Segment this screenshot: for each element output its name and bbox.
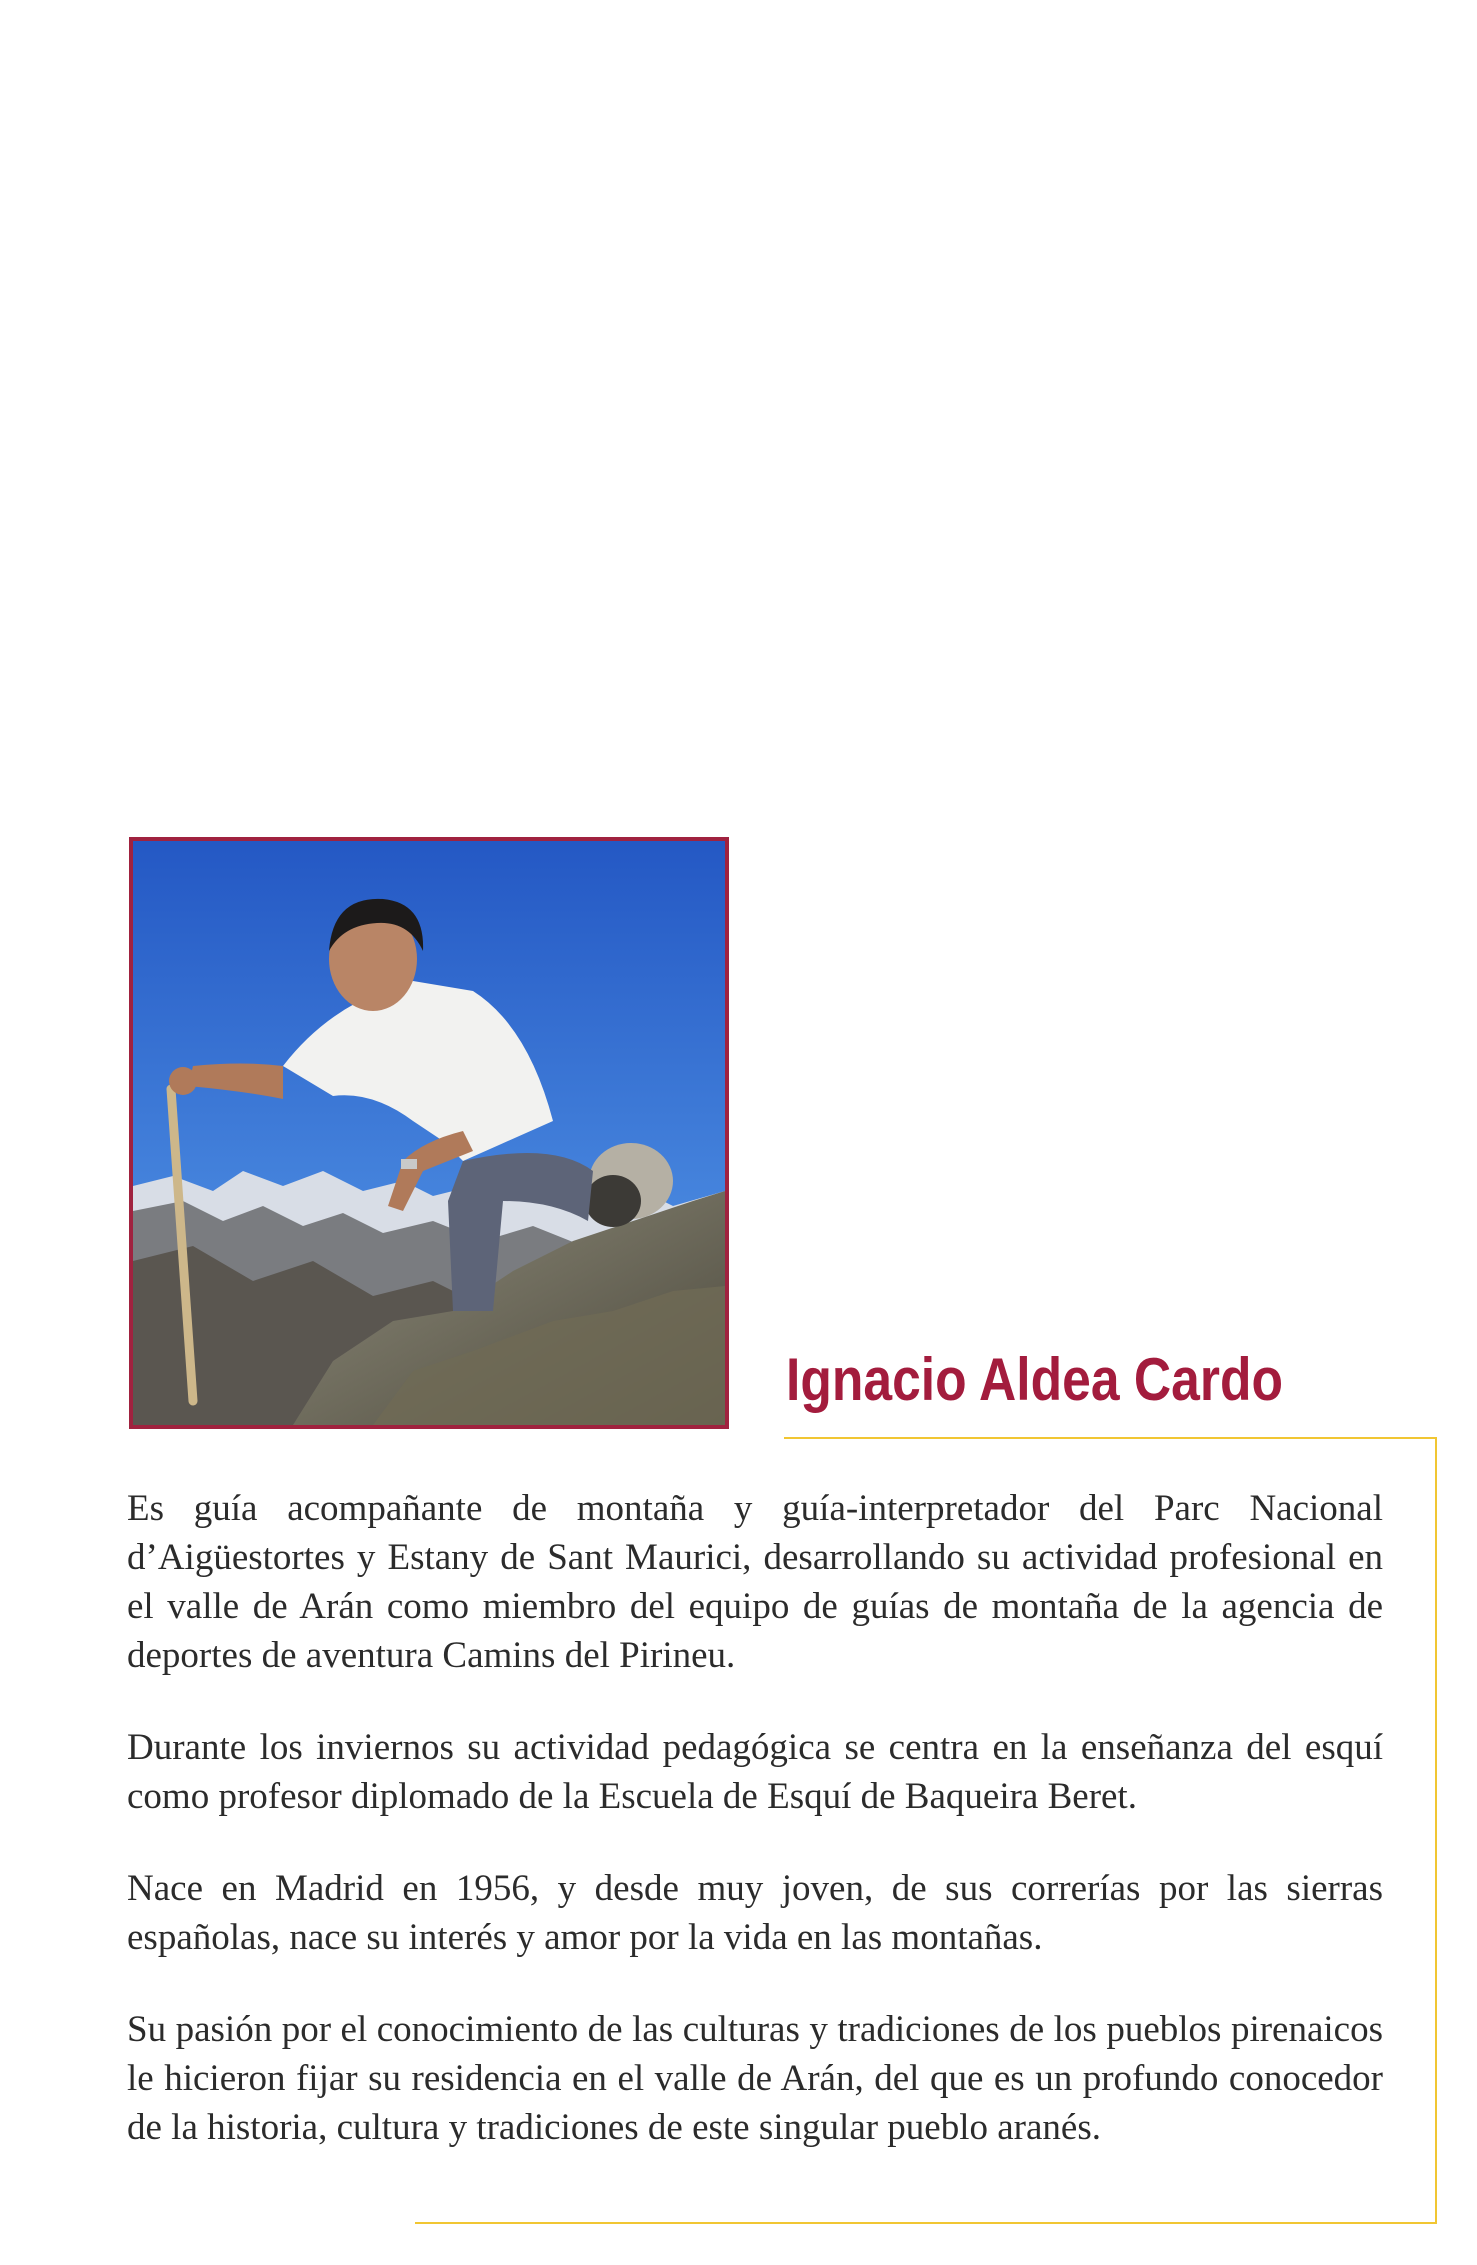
bio-paragraph-2: Durante los inviernos su actividad pedagógica se centra en la enseñanza del esquí como profesor diplomado de la Escuela de Esquí de Baqueira Beret. — [127, 1727, 1383, 1817]
author-photo — [129, 837, 729, 1429]
author-name: Ignacio Aldea Cardo — [786, 1346, 1283, 1413]
bio-text — [127, 1484, 1383, 2195]
bio-paragraph-1: Es guía acompañante de montaña y guía-interpretador del Parc Nacional d’Aigüestortes y Estany de Sant Maurici, desarrollando su actividad profesional en el valle de Arán como miembro del equipo de guías de montaña de la agencia de deportes de aventura Camins del Pirineu. — [127, 1488, 1383, 1676]
bio-paragraph-3: Nace en Madrid en 1956, y desde muy joven, de sus correrías por las sierras españolas, nace su interés y amor por la vida en las montañas. — [127, 1868, 1383, 1958]
bio-frame-bottom-line — [415, 2222, 1437, 2224]
portrait-photo-icon — [133, 841, 725, 1425]
bio-paragraph-4: Su pasión por el conocimiento de las culturas y tradiciones de los pueblos pirenaicos le hicieron fijar su residencia en el valle de Arán, del que es un profundo conocedor de la historia, cultura y tradiciones de este singular pueblo aranés. — [127, 2009, 1383, 2148]
